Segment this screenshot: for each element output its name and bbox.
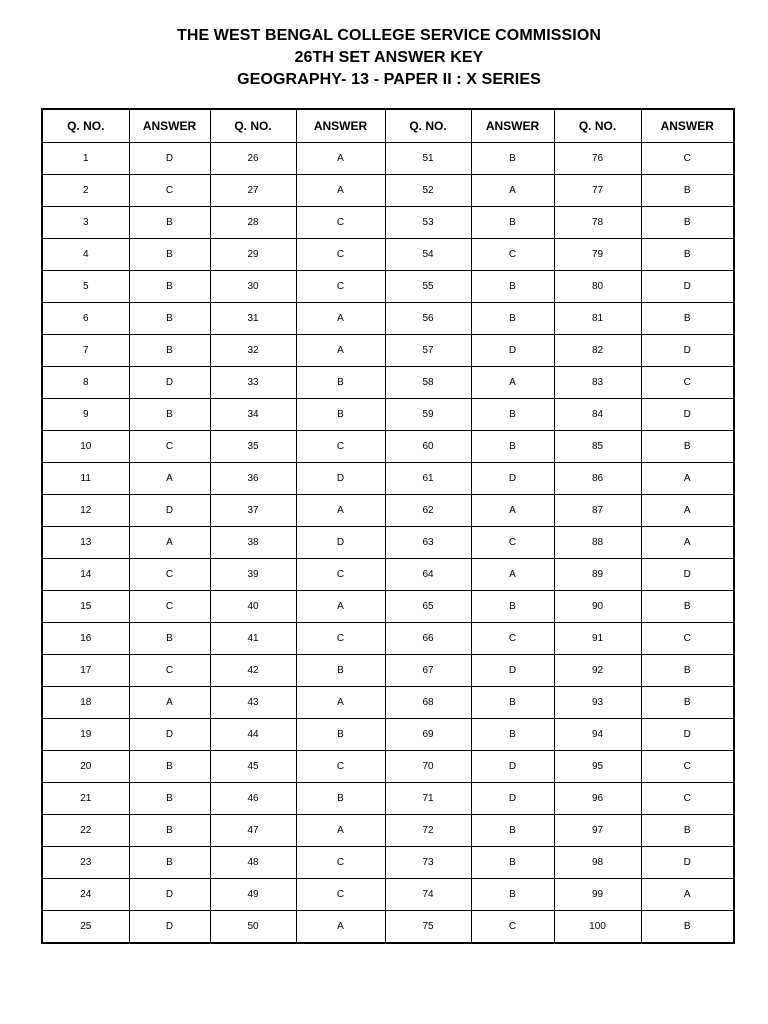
table-row <box>42 463 734 495</box>
question-number-cell: 89 <box>554 559 641 591</box>
question-number-cell: 25 <box>42 911 129 944</box>
question-number-cell: 9 <box>42 399 129 431</box>
question-number-cell: 19 <box>42 719 129 751</box>
question-number-cell: 66 <box>385 623 471 655</box>
question-number-cell: 53 <box>385 207 471 239</box>
question-number-cell: 33 <box>210 367 296 399</box>
question-number-cell: 3 <box>42 207 129 239</box>
answer-cell: A <box>471 559 554 591</box>
answer-cell: A <box>296 687 385 719</box>
answer-cell: D <box>641 719 734 751</box>
question-number-cell: 76 <box>554 143 641 175</box>
answer-cell: C <box>296 751 385 783</box>
answer-cell: B <box>296 367 385 399</box>
question-number-cell: 12 <box>42 495 129 527</box>
question-number-cell: 46 <box>210 783 296 815</box>
answer-cell: C <box>471 239 554 271</box>
answer-cell: D <box>129 495 210 527</box>
question-number-cell: 27 <box>210 175 296 207</box>
question-number-cell: 30 <box>210 271 296 303</box>
answer-cell: B <box>129 847 210 879</box>
answer-cell: B <box>129 239 210 271</box>
column-header-qno: Q. NO. <box>42 109 129 143</box>
question-number-cell: 15 <box>42 591 129 623</box>
table-row <box>42 175 734 207</box>
question-number-cell: 92 <box>554 655 641 687</box>
answer-cell: A <box>641 495 734 527</box>
question-number-cell: 59 <box>385 399 471 431</box>
answer-cell: B <box>471 687 554 719</box>
answer-cell: B <box>641 591 734 623</box>
answer-cell: B <box>641 687 734 719</box>
question-number-cell: 93 <box>554 687 641 719</box>
answer-cell: D <box>471 655 554 687</box>
answer-cell: B <box>296 655 385 687</box>
question-number-cell: 54 <box>385 239 471 271</box>
answer-cell: D <box>471 783 554 815</box>
question-number-cell: 42 <box>210 655 296 687</box>
question-number-cell: 63 <box>385 527 471 559</box>
question-number-cell: 2 <box>42 175 129 207</box>
answer-cell: B <box>296 719 385 751</box>
answer-cell: C <box>296 847 385 879</box>
table-row <box>42 847 734 879</box>
answer-cell: A <box>296 303 385 335</box>
question-number-cell: 4 <box>42 239 129 271</box>
answer-cell: B <box>471 879 554 911</box>
question-number-cell: 23 <box>42 847 129 879</box>
answer-cell: C <box>296 271 385 303</box>
question-number-cell: 56 <box>385 303 471 335</box>
question-number-cell: 60 <box>385 431 471 463</box>
question-number-cell: 69 <box>385 719 471 751</box>
table-row <box>42 591 734 623</box>
table-row <box>42 303 734 335</box>
question-number-cell: 73 <box>385 847 471 879</box>
answer-cell: A <box>296 911 385 944</box>
question-number-cell: 65 <box>385 591 471 623</box>
answer-key-table <box>41 108 735 944</box>
question-number-cell: 86 <box>554 463 641 495</box>
question-number-cell: 78 <box>554 207 641 239</box>
question-number-cell: 75 <box>385 911 471 944</box>
question-number-cell: 13 <box>42 527 129 559</box>
question-number-cell: 36 <box>210 463 296 495</box>
answer-cell: B <box>471 719 554 751</box>
column-header-answer: ANSWER <box>296 109 385 143</box>
column-header-qno: Q. NO. <box>554 109 641 143</box>
answer-cell: B <box>641 655 734 687</box>
answer-cell: B <box>129 207 210 239</box>
table-row <box>42 911 734 944</box>
answer-cell: A <box>129 687 210 719</box>
answer-cell: A <box>129 463 210 495</box>
table-row <box>42 527 734 559</box>
question-number-cell: 87 <box>554 495 641 527</box>
answer-cell: D <box>641 559 734 591</box>
answer-cell: C <box>129 431 210 463</box>
answer-cell: B <box>129 623 210 655</box>
answer-cell: B <box>296 399 385 431</box>
answer-cell: D <box>129 911 210 944</box>
question-number-cell: 16 <box>42 623 129 655</box>
answer-cell: D <box>296 463 385 495</box>
answer-cell: C <box>296 623 385 655</box>
answer-cell: C <box>641 751 734 783</box>
answer-cell: D <box>471 335 554 367</box>
answer-cell: A <box>471 367 554 399</box>
question-number-cell: 34 <box>210 399 296 431</box>
question-number-cell: 67 <box>385 655 471 687</box>
table-row <box>42 431 734 463</box>
question-number-cell: 20 <box>42 751 129 783</box>
question-number-cell: 45 <box>210 751 296 783</box>
column-header-qno: Q. NO. <box>385 109 471 143</box>
table-row <box>42 815 734 847</box>
question-number-cell: 29 <box>210 239 296 271</box>
document-header <box>0 25 768 91</box>
column-header-answer: ANSWER <box>129 109 210 143</box>
question-number-cell: 44 <box>210 719 296 751</box>
answer-cell: B <box>641 175 734 207</box>
question-number-cell: 43 <box>210 687 296 719</box>
answer-cell: C <box>471 623 554 655</box>
table-row <box>42 623 734 655</box>
answer-cell: B <box>129 335 210 367</box>
question-number-cell: 84 <box>554 399 641 431</box>
question-number-cell: 62 <box>385 495 471 527</box>
column-header-qno: Q. NO. <box>210 109 296 143</box>
question-number-cell: 35 <box>210 431 296 463</box>
answer-cell: C <box>641 623 734 655</box>
question-number-cell: 98 <box>554 847 641 879</box>
answer-cell: C <box>471 911 554 944</box>
answer-cell: D <box>129 719 210 751</box>
answer-cell: B <box>471 271 554 303</box>
question-number-cell: 51 <box>385 143 471 175</box>
answer-cell: B <box>296 783 385 815</box>
answer-cell: C <box>296 239 385 271</box>
table-row <box>42 687 734 719</box>
question-number-cell: 57 <box>385 335 471 367</box>
answer-cell: B <box>129 271 210 303</box>
answer-cell: B <box>471 847 554 879</box>
question-number-cell: 49 <box>210 879 296 911</box>
answer-cell: C <box>129 559 210 591</box>
question-number-cell: 48 <box>210 847 296 879</box>
table-row <box>42 559 734 591</box>
question-number-cell: 1 <box>42 143 129 175</box>
answer-cell: B <box>641 431 734 463</box>
table-row <box>42 495 734 527</box>
question-number-cell: 71 <box>385 783 471 815</box>
question-number-cell: 79 <box>554 239 641 271</box>
answer-cell: D <box>641 847 734 879</box>
answer-cell: C <box>296 431 385 463</box>
question-number-cell: 94 <box>554 719 641 751</box>
table-header-row <box>42 109 734 143</box>
question-number-cell: 52 <box>385 175 471 207</box>
answer-cell: B <box>471 303 554 335</box>
table-row <box>42 399 734 431</box>
answer-cell: B <box>641 815 734 847</box>
answer-cell: B <box>471 815 554 847</box>
question-number-cell: 97 <box>554 815 641 847</box>
paper-subtitle: GEOGRAPHY- 13 - PAPER II : X SERIES <box>237 71 541 88</box>
table-row <box>42 879 734 911</box>
question-number-cell: 8 <box>42 367 129 399</box>
table-row <box>42 751 734 783</box>
answer-cell: A <box>641 463 734 495</box>
question-number-cell: 28 <box>210 207 296 239</box>
answer-cell: D <box>641 399 734 431</box>
answer-cell: A <box>641 527 734 559</box>
answer-cell: C <box>296 879 385 911</box>
table-row <box>42 143 734 175</box>
answer-cell: A <box>296 175 385 207</box>
answer-cell: A <box>641 879 734 911</box>
answer-cell: B <box>471 399 554 431</box>
answer-cell: A <box>296 815 385 847</box>
question-number-cell: 91 <box>554 623 641 655</box>
answer-cell: B <box>471 207 554 239</box>
answer-cell: B <box>129 399 210 431</box>
answer-cell: A <box>296 495 385 527</box>
answer-cell: C <box>641 783 734 815</box>
question-number-cell: 88 <box>554 527 641 559</box>
answer-cell: B <box>641 911 734 944</box>
answer-cell: C <box>296 207 385 239</box>
answer-cell: D <box>471 463 554 495</box>
answer-cell: C <box>129 591 210 623</box>
answer-cell: B <box>641 207 734 239</box>
question-number-cell: 70 <box>385 751 471 783</box>
answer-cell: D <box>641 271 734 303</box>
column-header-answer: ANSWER <box>641 109 734 143</box>
question-number-cell: 95 <box>554 751 641 783</box>
question-number-cell: 40 <box>210 591 296 623</box>
table-row <box>42 783 734 815</box>
question-number-cell: 90 <box>554 591 641 623</box>
question-number-cell: 80 <box>554 271 641 303</box>
table-row <box>42 367 734 399</box>
table-body <box>42 143 734 944</box>
question-number-cell: 18 <box>42 687 129 719</box>
answer-cell: C <box>471 527 554 559</box>
answer-cell: B <box>471 143 554 175</box>
answer-cell: B <box>641 303 734 335</box>
question-number-cell: 58 <box>385 367 471 399</box>
answer-cell: C <box>129 175 210 207</box>
answer-cell: C <box>641 143 734 175</box>
question-number-cell: 11 <box>42 463 129 495</box>
answer-cell: D <box>641 335 734 367</box>
question-number-cell: 21 <box>42 783 129 815</box>
question-number-cell: 85 <box>554 431 641 463</box>
question-number-cell: 10 <box>42 431 129 463</box>
answer-cell: C <box>296 559 385 591</box>
answer-cell: B <box>471 431 554 463</box>
answer-cell: A <box>471 175 554 207</box>
question-number-cell: 96 <box>554 783 641 815</box>
answer-cell: C <box>641 367 734 399</box>
question-number-cell: 99 <box>554 879 641 911</box>
question-number-cell: 83 <box>554 367 641 399</box>
answer-cell: D <box>129 367 210 399</box>
question-number-cell: 100 <box>554 911 641 944</box>
table-row <box>42 719 734 751</box>
answer-cell: A <box>129 527 210 559</box>
question-number-cell: 81 <box>554 303 641 335</box>
question-number-cell: 82 <box>554 335 641 367</box>
answer-key-title: 26TH SET ANSWER KEY <box>294 49 484 66</box>
answer-cell: C <box>129 655 210 687</box>
question-number-cell: 39 <box>210 559 296 591</box>
question-number-cell: 14 <box>42 559 129 591</box>
question-number-cell: 24 <box>42 879 129 911</box>
answer-cell: A <box>296 335 385 367</box>
question-number-cell: 61 <box>385 463 471 495</box>
answer-cell: A <box>296 591 385 623</box>
answer-cell: D <box>129 879 210 911</box>
table-row <box>42 655 734 687</box>
question-number-cell: 41 <box>210 623 296 655</box>
answer-cell: B <box>129 783 210 815</box>
question-number-cell: 37 <box>210 495 296 527</box>
question-number-cell: 6 <box>42 303 129 335</box>
answer-cell: A <box>296 143 385 175</box>
table-row <box>42 271 734 303</box>
question-number-cell: 31 <box>210 303 296 335</box>
question-number-cell: 64 <box>385 559 471 591</box>
answer-cell: B <box>129 815 210 847</box>
question-number-cell: 72 <box>385 815 471 847</box>
question-number-cell: 74 <box>385 879 471 911</box>
column-header-answer: ANSWER <box>471 109 554 143</box>
question-number-cell: 17 <box>42 655 129 687</box>
answer-cell: D <box>129 143 210 175</box>
answer-cell: B <box>471 591 554 623</box>
question-number-cell: 5 <box>42 271 129 303</box>
question-number-cell: 55 <box>385 271 471 303</box>
answer-cell: D <box>471 751 554 783</box>
question-number-cell: 32 <box>210 335 296 367</box>
table-row <box>42 335 734 367</box>
commission-title: THE WEST BENGAL COLLEGE SERVICE COMMISSION <box>176 27 602 44</box>
question-number-cell: 7 <box>42 335 129 367</box>
question-number-cell: 22 <box>42 815 129 847</box>
answer-cell: B <box>641 239 734 271</box>
question-number-cell: 26 <box>210 143 296 175</box>
table-row <box>42 207 734 239</box>
table-row <box>42 239 734 271</box>
question-number-cell: 77 <box>554 175 641 207</box>
answer-cell: B <box>129 751 210 783</box>
question-number-cell: 38 <box>210 527 296 559</box>
answer-cell: D <box>296 527 385 559</box>
question-number-cell: 68 <box>385 687 471 719</box>
answer-cell: A <box>471 495 554 527</box>
question-number-cell: 50 <box>210 911 296 944</box>
question-number-cell: 47 <box>210 815 296 847</box>
answer-cell: B <box>129 303 210 335</box>
